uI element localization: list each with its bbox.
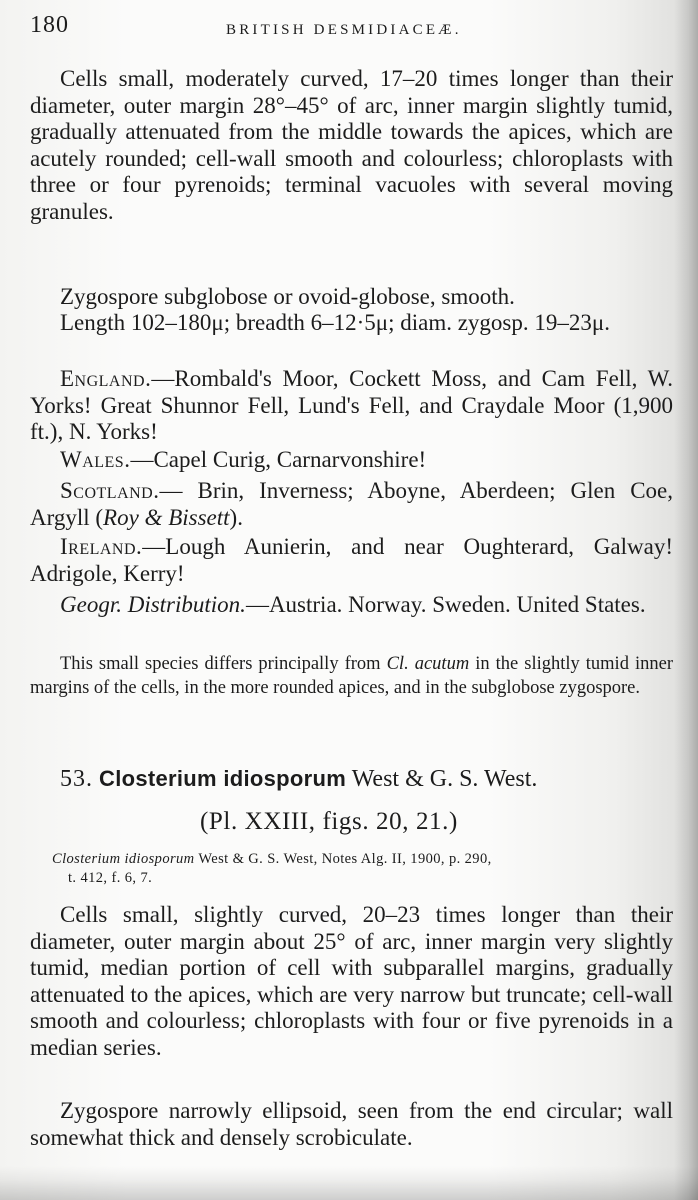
wales-label: Wales. [60, 447, 131, 472]
species-53-zygospore: Zygospore narrowly ellipsoid, seen from the end circular; wall somewhat thick and densely scrobiculate. [30, 1098, 673, 1150]
locality-ireland [30, 534, 673, 587]
synonymy-name: Closterium idiosporum [52, 851, 195, 867]
synonymy-ref: West & G. S. West, Notes Alg. II, 1900, p. 290, [198, 851, 492, 867]
england-text: —Rombald's Moor, Cockett Moss, and Cam Fell, W. Yorks! Great Shunnor Fell, Lund's Fell, and Craydale Moor (1,900 ft.), N. Yorks! [30, 366, 673, 444]
geographic-distribution [30, 592, 673, 619]
geographic-distribution-block [30, 592, 673, 619]
scotland-authority: Roy & Bissett [103, 504, 230, 530]
upper-species-measurements-block [30, 310, 673, 337]
upper-species-description-block [30, 66, 673, 225]
locality-scotland-block [30, 478, 673, 531]
distribution-label: Geogr. Distribution. [60, 592, 246, 617]
synonymy-citation [52, 850, 674, 888]
species-53-description: Cells small, slightly curved, 20–23 times longer than their diameter, outer margin about 25° of arc, inner margin very slightly tumid, median portion of cell with subparallel margins, gradually attenuated to the apices, which are very narrow but truncate; cell-wall smooth and colourless; chloroplasts with four or five pyrenoids in a median series. [30, 902, 673, 1060]
page-edge-shadow [674, 0, 698, 1200]
page-number: 180 [30, 12, 69, 38]
note-before: This small species differs principally from [60, 654, 387, 674]
scotland-text: — Brin, Inverness; Aboyne, Aberdeen; Glen Coe, Argyll ( [30, 478, 673, 530]
upper-species-zygospore-block [30, 284, 673, 311]
scotland-close: ). [229, 504, 243, 530]
note-after: in the slightly tumid inner margins of the cells, in the more rounded apices, and in the subglobose zygospore. [30, 654, 673, 698]
running-head: BRITISH DESMIDIACEÆ. [226, 22, 462, 38]
ireland-text: —Lough Aunierin, and near Oughterard, Galway! Adrigole, Kerry! [30, 534, 673, 586]
species-authority: West & G. S. West. [351, 766, 538, 792]
synonymy-continuation: t. 412, f. 6, 7. [68, 870, 153, 886]
upper-species-description: Cells small, moderately curved, 17–20 times longer than their diameter, outer margin 28°–45° of arc, inner margin slightly tumid, gradually attenuated from the middle towards the apices, which are acutely rounded; cell-wall smooth and colourless; chloroplasts with three or four pyrenoids; terminal vacuoles with several moving granules. [30, 66, 673, 224]
upper-species-zygospore: Zygospore subglobose or ovoid-globose, smooth. [60, 284, 515, 309]
locality-england-block [30, 366, 673, 446]
species-name: Closterium idiosporum [99, 766, 347, 791]
wales-text: —Capel Curig, Carnarvonshire! [130, 447, 427, 472]
ireland-label: Ireland. [60, 534, 143, 559]
species-53-zygospore-block [30, 1098, 673, 1151]
locality-wales [30, 447, 673, 474]
page-bottom-shadow [0, 1166, 698, 1200]
species-53-description-block [30, 902, 673, 1061]
note-taxon: Cl. acutum [386, 654, 470, 674]
scotland-label: Scotland. [60, 478, 160, 503]
locality-england [30, 366, 673, 446]
locality-scotland [30, 478, 673, 531]
species-note [30, 652, 673, 700]
plate-reference: (Pl. XXIII, figs. 20, 21.) [200, 808, 458, 835]
england-label: England. [60, 366, 152, 391]
locality-wales-block [30, 447, 673, 474]
species-number: 53. [60, 766, 93, 792]
locality-ireland-block [30, 534, 673, 587]
upper-species-measurements: Length 102–180μ; breadth 6–12·5μ; diam. zygosp. 19–23μ. [60, 310, 610, 335]
species-53-heading [60, 766, 537, 793]
distribution-text: —Austria. Norway. Sweden. United States. [245, 592, 646, 617]
species-note-block [30, 652, 673, 700]
